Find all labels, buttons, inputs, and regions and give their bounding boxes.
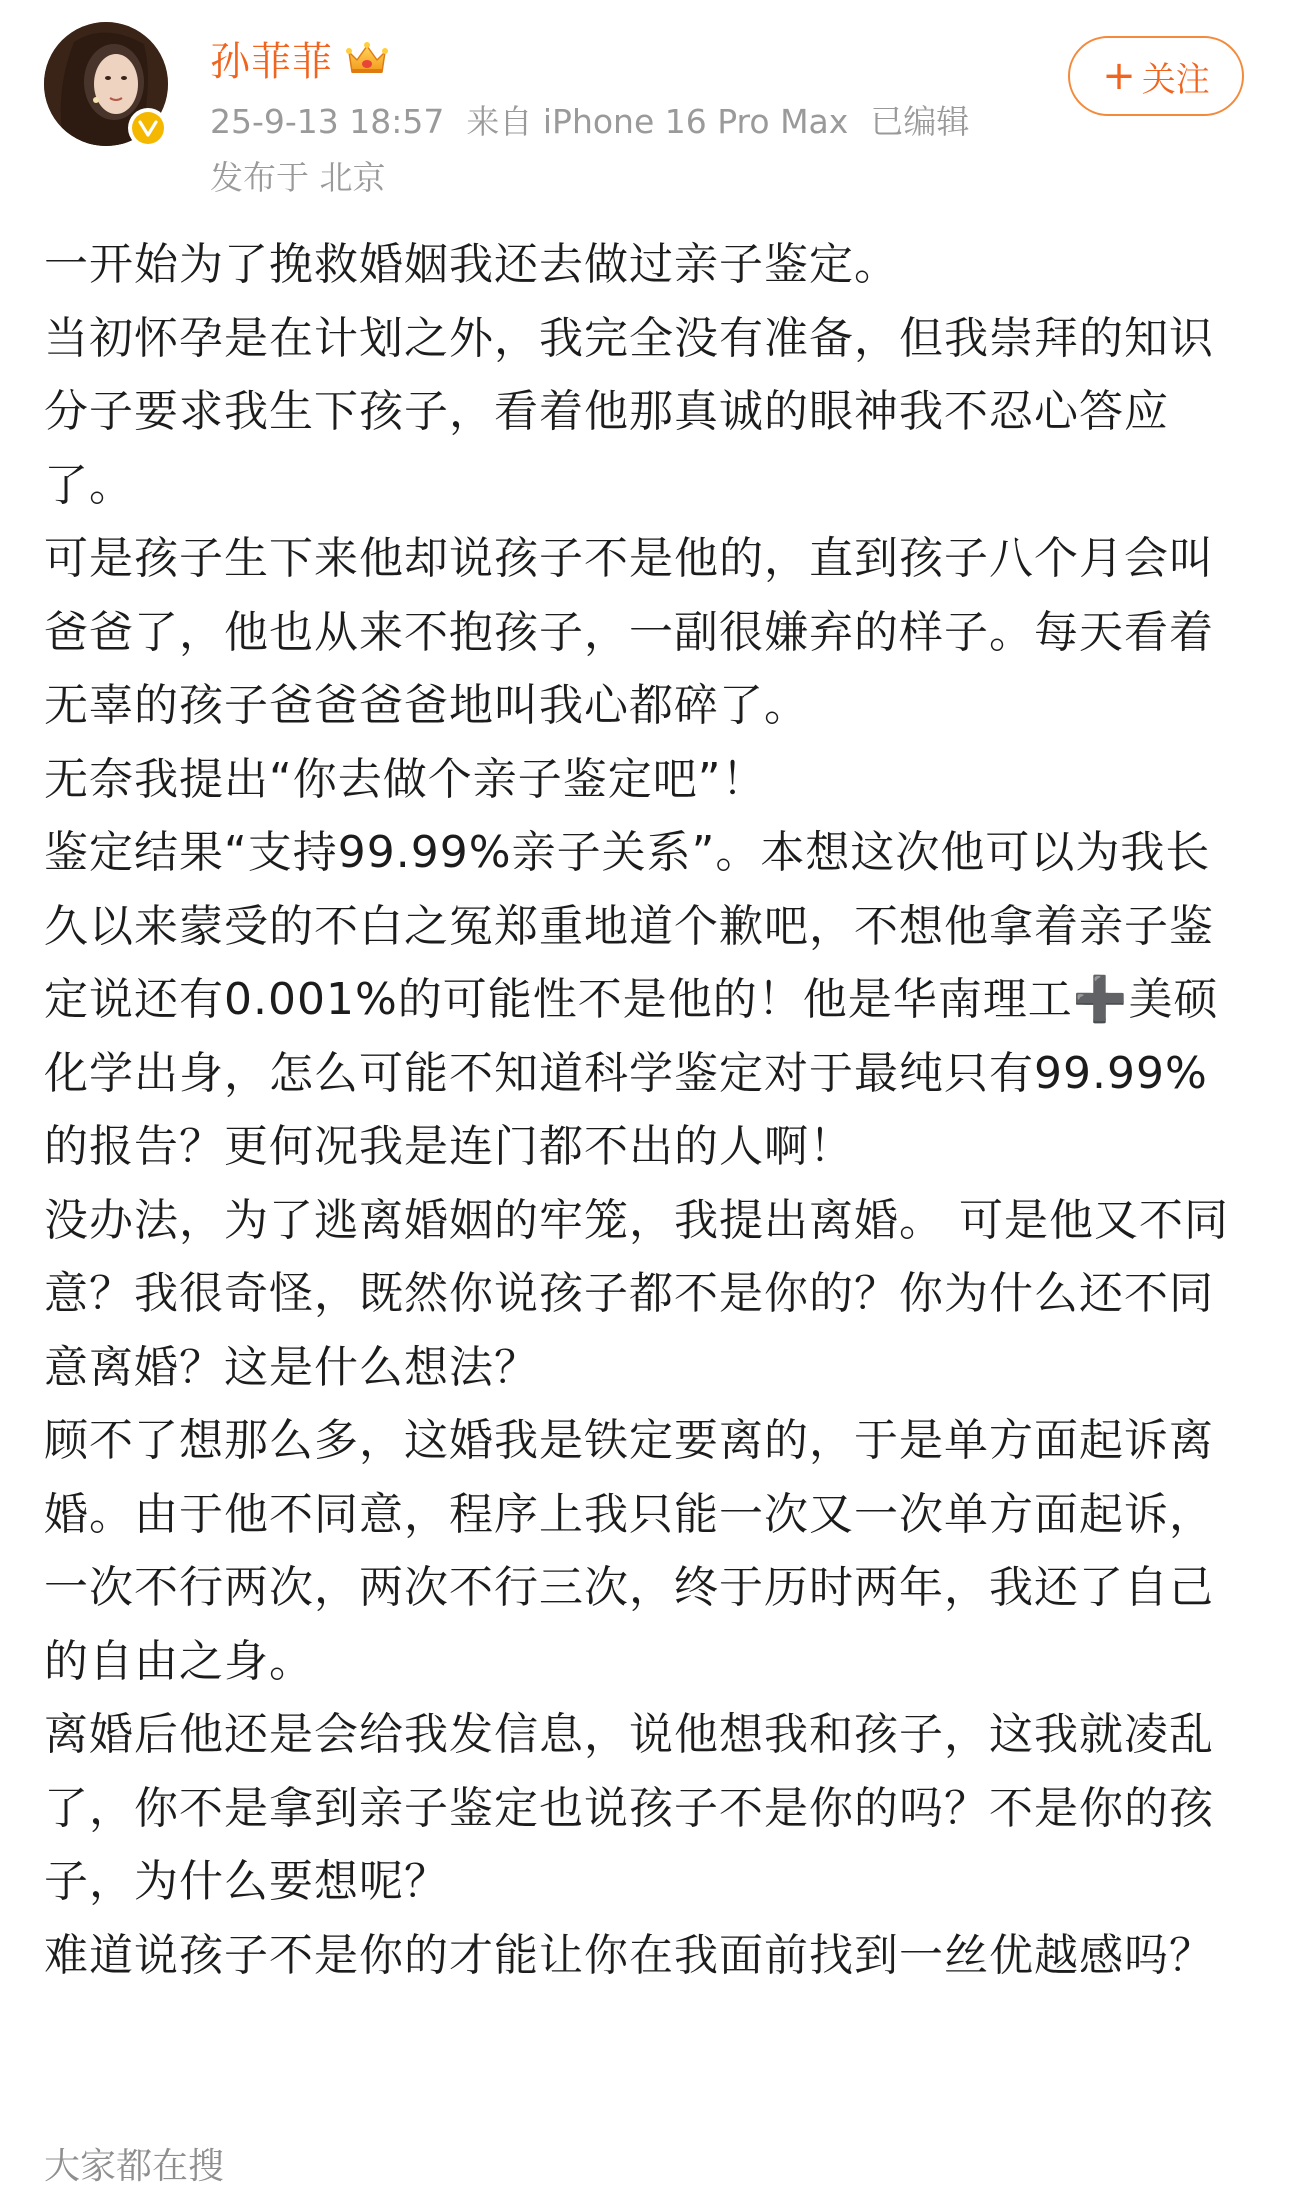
trending-search-label[interactable]: 大家都在搜 [44, 2146, 225, 2187]
post-paragraph: 离婚后他还是会给我发信息，说他想我和孩子，这我就凌乱了，你不是拿到亲子鉴定也说孩子不是你的吗？不是你的孩子，为什么要想呢？ [44, 1709, 1214, 1907]
follow-button-label: 关注 [1141, 59, 1210, 100]
username-row [210, 30, 389, 86]
post-paragraph: 当初怀孕是在计划之外，我完全没有准备，但我崇拜的知识分子要求我生下孩子，看着他那真诚的眼神我不忍心答应了。 [44, 312, 1214, 511]
follow-button[interactable] [1068, 36, 1244, 116]
post-paragraph: 顾不了想那么多，这婚我是铁定要离的，于是单方面起诉离婚。由于他不同意，程序上我只能一次又一次单方面起诉，一次不行两次，两次不行三次，终于历时两年，我还了自己的自由之身。 [44, 1415, 1214, 1687]
edited-label[interactable]: 已编辑 [870, 102, 970, 141]
post-paragraph: 可是孩子生下来他却说孩子不是他的，直到孩子八个月会叫爸爸了，他也从来不抱孩子，一副很嫌弃的样子。每天看着无辜的孩子爸爸爸爸地叫我心都碎了。 [44, 533, 1214, 731]
post-body [44, 228, 1244, 1992]
post-meta [210, 96, 991, 143]
post-header [0, 0, 1290, 210]
post-paragraph: 无奈我提出“你去做个亲子鉴定吧”！ [44, 753, 767, 805]
post-location: 发布于 北京 [210, 158, 386, 197]
verified-badge-icon [128, 108, 168, 148]
post-timestamp: 25-9-13 18:57 [210, 102, 445, 141]
post-paragraph: 鉴定结果“支持99.99%亲子关系”。本想这次他可以为我长久以来蒙受的不白之冤郑重地道个歉吧，不想他拿着亲子鉴定说还有0.001%的可能性不是他的！他是华南理工➕美硕化学出身，怎么可能不知道科学鉴定对于最纯只有99.99%的报告？更何况我是连门都不出的人啊！ [44, 827, 1219, 1172]
post-paragraph: 一开始为了挽救婚姻我还去做过亲子鉴定。 [44, 239, 899, 290]
post-paragraph: 没办法，为了逃离婚姻的牢笼，我提出离婚。 可是他又不同意？我很奇怪，既然你说孩子都不是你的？你为什么还不同意离婚？这是什么想法？ [44, 1194, 1229, 1393]
post-source: 来自 iPhone 16 Pro Max [466, 102, 849, 141]
post-paragraph: 难道说孩子不是你的才能让你在我面前找到一丝优越感吗？ [44, 1929, 1214, 1981]
plus-icon: + [1102, 53, 1136, 99]
crown-icon [345, 38, 389, 78]
username[interactable]: 孙菲菲 [210, 38, 333, 85]
